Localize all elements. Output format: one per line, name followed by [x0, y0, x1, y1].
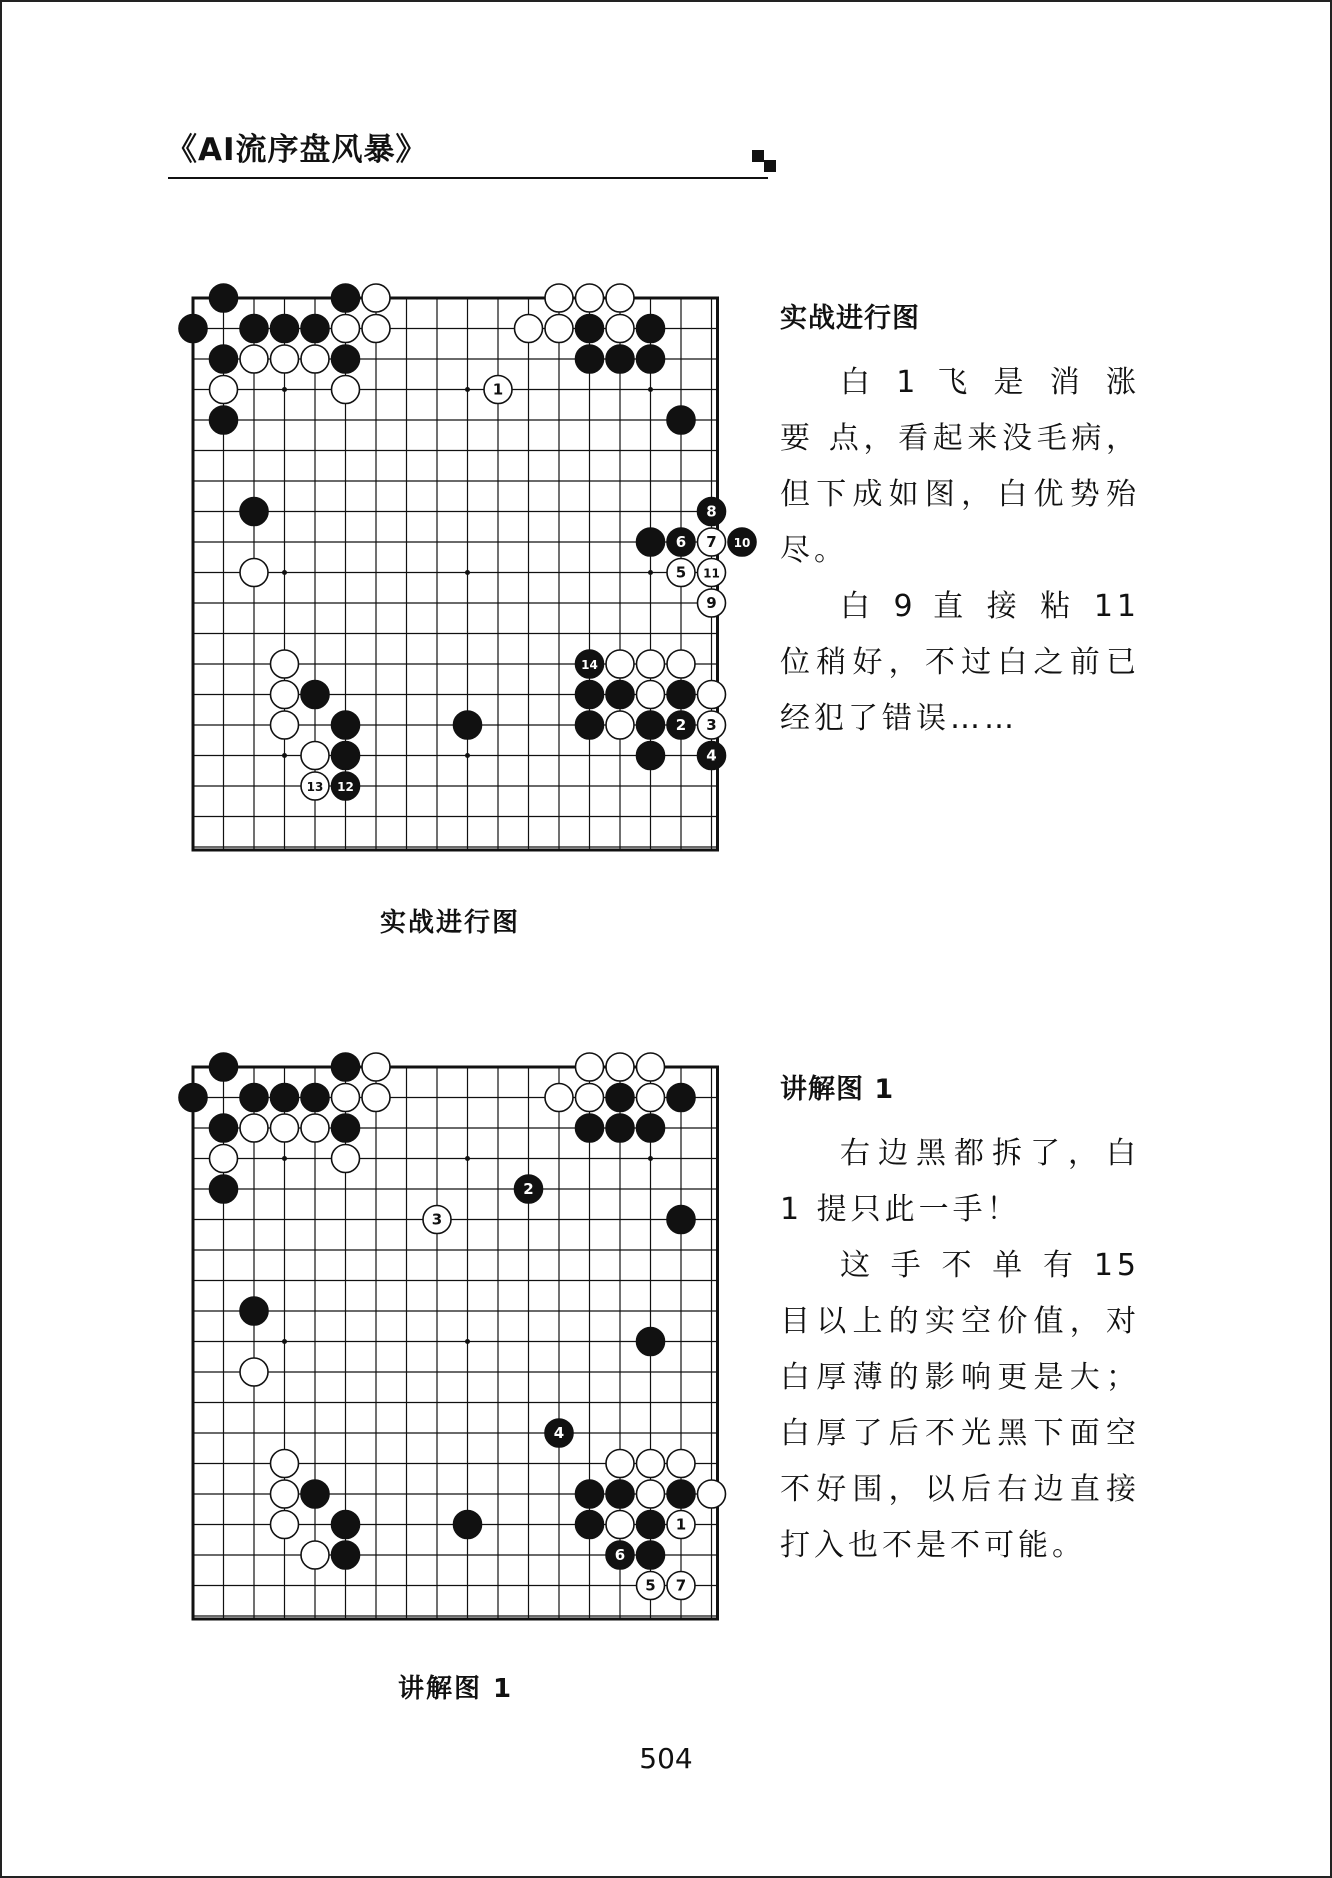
black-stone	[667, 406, 695, 434]
black-stone	[332, 711, 360, 739]
white-stone	[576, 1053, 604, 1081]
white-stone	[606, 1450, 634, 1478]
white-stone	[362, 284, 390, 312]
black-stone	[637, 1328, 665, 1356]
move-number-label: 12	[337, 780, 354, 794]
white-stone	[301, 345, 329, 373]
white-stone	[271, 681, 299, 709]
white-stone	[332, 376, 360, 404]
diagram-1-heading: 实战进行图	[780, 303, 920, 334]
white-stone	[698, 559, 726, 587]
star-point	[648, 570, 653, 575]
white-stone	[545, 1084, 573, 1112]
white-stone	[637, 1450, 665, 1478]
diagram-1-caption: 实战进行图	[380, 908, 521, 938]
board-outline	[193, 298, 718, 850]
white-stone	[637, 681, 665, 709]
black-stone	[576, 711, 604, 739]
move-number-label: 6	[675, 533, 687, 551]
white-stone	[332, 1084, 360, 1112]
move-number-label: 7	[706, 533, 717, 551]
white-stone	[301, 772, 329, 800]
diagram-1-paragraph-2: 白 9 直 接 粘 11 位稍好，不过白之前已经犯了错误……	[780, 589, 1140, 736]
move-number-label: 3	[431, 1210, 443, 1229]
black-stone	[637, 711, 665, 739]
book-title: 《AI流序盘风暴》	[166, 132, 428, 168]
black-stone	[637, 742, 665, 770]
star-point	[648, 387, 653, 392]
move-number-label: 2	[523, 1180, 534, 1198]
move-number-label: 1	[492, 380, 504, 399]
black-stone	[454, 711, 482, 739]
star-point	[465, 1156, 470, 1161]
black-stone	[210, 284, 238, 312]
diagram-2-heading: 讲解图 1	[780, 1074, 895, 1105]
white-stone	[606, 315, 634, 343]
header-rule	[168, 177, 768, 179]
black-stone	[210, 1053, 238, 1081]
white-stone	[271, 345, 299, 373]
white-stone	[271, 711, 299, 739]
diagram-2-paragraph-1: 右边黑都拆了，白 1 提只此一手！	[780, 1136, 1140, 1227]
black-stone	[576, 1480, 604, 1508]
white-stone	[301, 1541, 329, 1569]
star-point	[282, 570, 287, 575]
black-stone	[179, 315, 207, 343]
black-stone	[271, 1084, 299, 1112]
star-point	[282, 387, 287, 392]
black-stone	[667, 1084, 695, 1112]
white-stone	[271, 1511, 299, 1539]
black-stone	[515, 1175, 543, 1203]
black-stone	[301, 681, 329, 709]
black-stone	[301, 315, 329, 343]
black-stone	[606, 1084, 634, 1112]
black-stone	[332, 1541, 360, 1569]
white-stone	[667, 1450, 695, 1478]
white-stone	[667, 1511, 695, 1539]
white-stone	[332, 1145, 360, 1173]
white-stone	[667, 559, 695, 587]
diagram-2-paragraph-2: 这 手 不 单 有 15 目以上的实空价值，对白厚薄的影响更是大；白厚了后不光黑下面空不好围，以后右边直接打入也不是不可能。	[780, 1248, 1140, 1563]
white-stone	[637, 1053, 665, 1081]
white-stone	[362, 1053, 390, 1081]
black-stone	[210, 1175, 238, 1203]
white-stone	[698, 681, 726, 709]
black-stone	[576, 315, 604, 343]
white-stone	[362, 315, 390, 343]
black-stone	[667, 1480, 695, 1508]
move-number-label: 9	[706, 594, 717, 612]
move-number-label: 5	[645, 1576, 656, 1595]
white-stone	[301, 1114, 329, 1142]
black-stone	[576, 1114, 604, 1142]
black-stone	[606, 681, 634, 709]
black-stone	[576, 1511, 604, 1539]
black-stone	[301, 1084, 329, 1112]
move-number-label: 8	[706, 502, 717, 521]
white-stone	[698, 711, 726, 739]
black-stone	[240, 315, 268, 343]
white-stone	[271, 1114, 299, 1142]
star-point	[465, 570, 470, 575]
page-number: 504	[639, 1742, 693, 1775]
star-point	[465, 387, 470, 392]
move-number-label: 7	[675, 1576, 687, 1595]
move-number-label: 11	[703, 566, 720, 581]
diagram-1-paragraph-1: 白 1 飞 是 消 涨 要 点，看起来没毛病，但下成如图，白优势殆尽。	[780, 365, 1140, 568]
white-stone	[545, 284, 573, 312]
black-stone	[332, 772, 360, 800]
move-number-label: 14	[581, 658, 598, 672]
header-square-mark-icon	[752, 150, 782, 180]
black-stone	[301, 1480, 329, 1508]
white-stone	[545, 315, 573, 343]
move-number-label: 6	[614, 1546, 626, 1564]
black-stone	[667, 681, 695, 709]
diagram-2-caption: 讲解图 1	[398, 1674, 514, 1704]
black-stone	[576, 650, 604, 678]
white-stone	[271, 1450, 299, 1478]
white-stone	[484, 376, 512, 404]
white-stone	[515, 315, 543, 343]
white-stone	[698, 1480, 726, 1508]
black-stone	[606, 345, 634, 373]
star-point	[465, 1339, 470, 1344]
black-stone	[728, 528, 756, 556]
black-stone	[698, 498, 726, 526]
white-stone	[606, 1053, 634, 1081]
white-stone	[698, 589, 726, 617]
black-stone	[545, 1419, 573, 1447]
black-stone	[332, 1114, 360, 1142]
black-stone	[240, 1297, 268, 1325]
black-stone	[332, 1053, 360, 1081]
black-stone	[179, 1084, 207, 1112]
white-stone	[271, 1480, 299, 1508]
star-point	[648, 1156, 653, 1161]
move-number-label: 2	[675, 716, 687, 734]
white-stone	[606, 284, 634, 312]
star-point	[282, 753, 287, 758]
white-stone	[240, 1114, 268, 1142]
white-stone	[210, 1145, 238, 1173]
black-stone	[637, 528, 665, 556]
black-stone	[637, 1541, 665, 1569]
black-stone	[240, 1084, 268, 1112]
diagram-1-commentary	[780, 296, 1140, 747]
white-stone	[637, 1480, 665, 1508]
black-stone	[606, 1541, 634, 1569]
black-stone	[637, 1114, 665, 1142]
black-stone	[637, 315, 665, 343]
white-stone	[210, 376, 238, 404]
go-board-svg-2	[190, 1064, 725, 1634]
black-stone	[698, 742, 726, 770]
black-stone	[637, 345, 665, 373]
black-stone	[332, 742, 360, 770]
white-stone	[332, 315, 360, 343]
star-point	[282, 1156, 287, 1161]
move-number-label: 5	[675, 563, 687, 582]
black-stone	[576, 681, 604, 709]
black-stone	[240, 498, 268, 526]
black-stone	[271, 315, 299, 343]
move-number-label: 4	[553, 1424, 565, 1442]
black-stone	[332, 345, 360, 373]
white-stone	[240, 1358, 268, 1386]
white-stone	[240, 559, 268, 587]
white-stone	[606, 711, 634, 739]
move-number-label: 3	[706, 716, 717, 734]
black-stone	[667, 711, 695, 739]
white-stone	[606, 1511, 634, 1539]
black-stone	[637, 1511, 665, 1539]
white-stone	[271, 650, 299, 678]
move-number-label: 1	[675, 1515, 687, 1534]
white-stone	[667, 1572, 695, 1600]
white-stone	[698, 528, 726, 556]
white-stone	[423, 1206, 451, 1234]
white-stone	[637, 650, 665, 678]
black-stone	[667, 528, 695, 556]
black-stone	[667, 1206, 695, 1234]
white-stone	[637, 1084, 665, 1112]
diagram-2-commentary	[780, 1067, 1140, 1574]
move-number-label: 10	[733, 536, 751, 550]
white-stone	[637, 1572, 665, 1600]
black-stone	[210, 406, 238, 434]
move-number-label: 4	[706, 746, 717, 765]
black-stone	[210, 345, 238, 373]
white-stone	[576, 284, 604, 312]
star-point	[465, 753, 470, 758]
white-stone	[576, 1084, 604, 1112]
black-stone	[606, 1114, 634, 1142]
white-stone	[362, 1084, 390, 1112]
white-stone	[667, 650, 695, 678]
black-stone	[332, 284, 360, 312]
star-point	[282, 1339, 287, 1344]
go-board-svg-1	[190, 295, 751, 865]
move-number-label: 13	[306, 780, 324, 794]
white-stone	[240, 345, 268, 373]
go-board-1	[190, 295, 751, 865]
black-stone	[606, 1480, 634, 1508]
black-stone	[332, 1511, 360, 1539]
go-board-2	[190, 1064, 725, 1634]
white-stone	[301, 742, 329, 770]
black-stone	[576, 345, 604, 373]
black-stone	[454, 1511, 482, 1539]
black-stone	[210, 1114, 238, 1142]
white-stone	[606, 650, 634, 678]
